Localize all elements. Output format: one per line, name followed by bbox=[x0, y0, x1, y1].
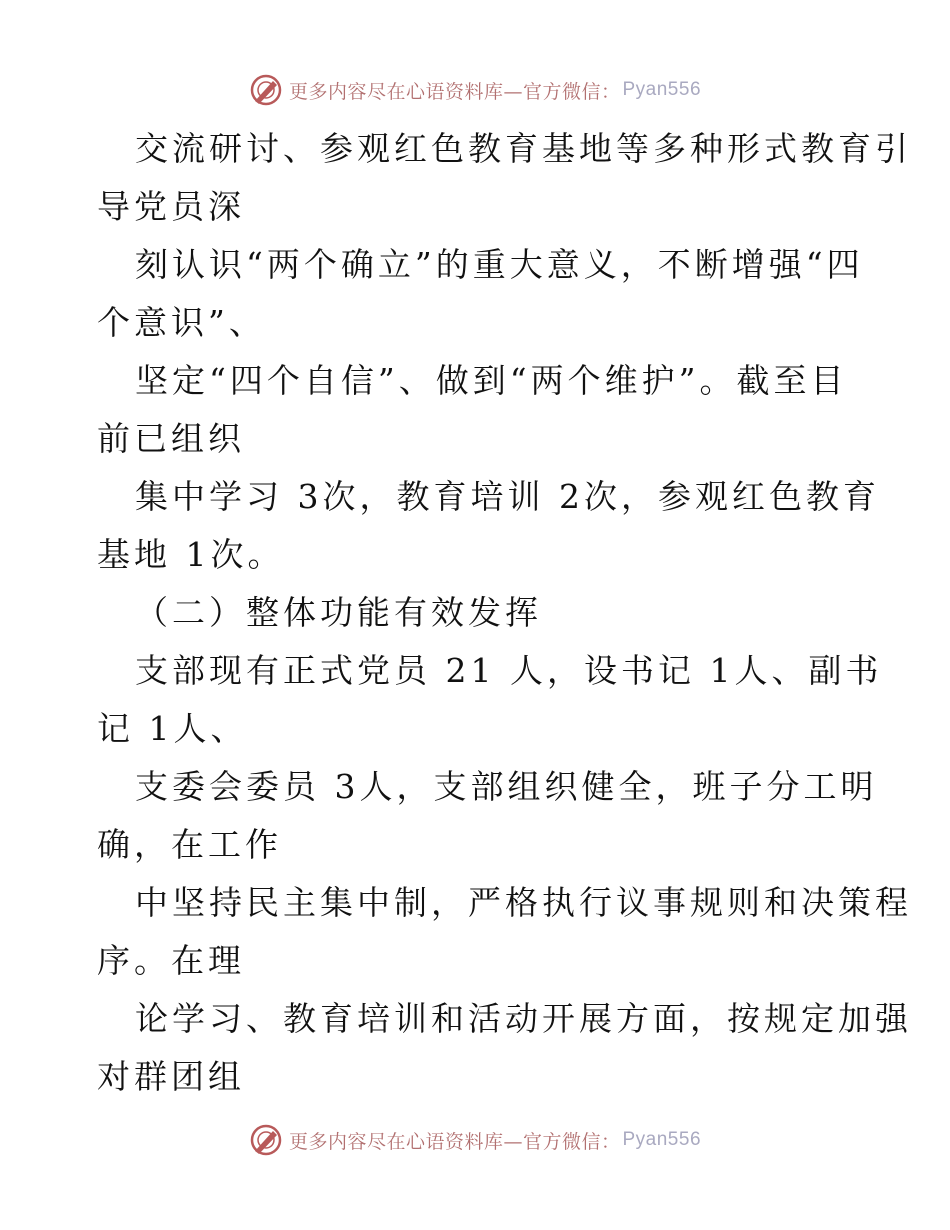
seal-pen-icon bbox=[249, 73, 283, 107]
body-line: 导党员深 bbox=[97, 187, 245, 226]
document-body bbox=[97, 120, 912, 1106]
body-line: 中坚持民主集中制，严格执行议事规则和决策程 bbox=[135, 883, 912, 922]
watermark-text: 更多内容尽在心语资料库—官方微信： bbox=[288, 80, 621, 103]
body-line: 序。在理 bbox=[97, 941, 245, 980]
header-watermark bbox=[0, 72, 950, 108]
body-line: 记 1人、 bbox=[97, 709, 248, 748]
watermark-wechat-id: Pyan556 bbox=[622, 79, 702, 100]
body-line: 对群团组 bbox=[97, 1057, 245, 1096]
body-line: 前已组织 bbox=[97, 419, 245, 458]
seal-pen-icon bbox=[249, 1123, 283, 1157]
section-heading: （二）整体功能有效发挥 bbox=[135, 593, 542, 632]
body-line: 基地 1次。 bbox=[97, 535, 285, 574]
body-line: 支委会委员 3人，支部组织健全，班子分工明 bbox=[135, 767, 878, 806]
body-line: 交流研讨、参观红色教育基地等多种形式教育引 bbox=[135, 129, 912, 168]
body-line: 论学习、教育培训和活动开展方面，按规定加强 bbox=[135, 999, 912, 1038]
watermark-wechat-id: Pyan556 bbox=[622, 1129, 702, 1150]
footer-watermark bbox=[0, 1122, 950, 1158]
body-line: 坚定“四个自信”、做到“两个维护”。截至目 bbox=[135, 361, 848, 400]
watermark-text: 更多内容尽在心语资料库—官方微信： bbox=[288, 1130, 621, 1153]
body-line: 刻认识“两个确立”的重大意义，不断增强“四 bbox=[135, 245, 864, 284]
body-line: 个意识”、 bbox=[97, 303, 266, 342]
body-line: 支部现有正式党员 21 人，设书记 1人、副书 bbox=[135, 651, 883, 690]
body-line: 确，在工作 bbox=[97, 825, 282, 864]
body-line: 集中学习 3次，教育培训 2次，参观红色教育 bbox=[135, 477, 880, 516]
